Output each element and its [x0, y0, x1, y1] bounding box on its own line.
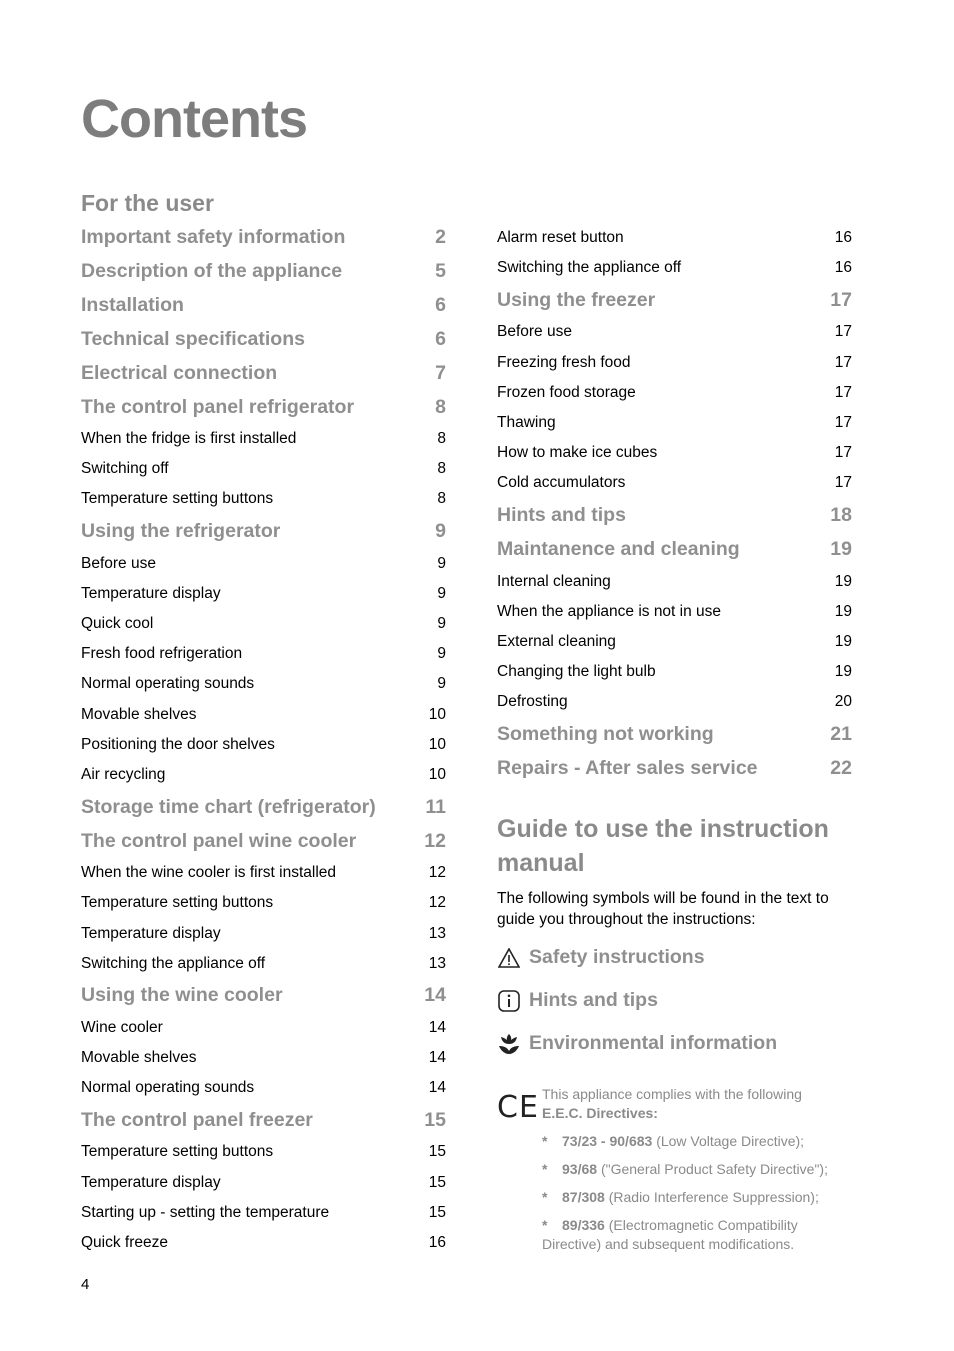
toc-entry-row	[81, 609, 446, 639]
toc-entry-row	[81, 579, 446, 609]
toc-entry-row	[81, 484, 446, 514]
toc-heading-row	[81, 390, 446, 424]
ce-mark: CE	[497, 1090, 539, 1125]
toc-page-number: 12	[424, 829, 446, 852]
toc-entry-row	[81, 669, 446, 699]
directive-bullet: *	[542, 1133, 548, 1149]
symbol-safety	[497, 936, 857, 979]
toc-entry-title: Temperature setting buttons	[81, 894, 274, 912]
info-icon	[497, 989, 521, 1013]
toc-page-number: 6	[435, 327, 446, 350]
toc-heading-row	[497, 717, 852, 751]
toc-entry-title: How to make ice cubes	[497, 444, 658, 462]
toc-entry-title: Fresh food refrigeration	[81, 645, 243, 663]
toc-page-number: 22	[830, 756, 852, 779]
toc-entry-title: Temperature setting buttons	[81, 1143, 274, 1161]
toc-page-number: 13	[428, 924, 446, 942]
toc-entry-row	[81, 918, 446, 948]
toc-entry-title: Switching the appliance off	[81, 954, 266, 972]
toc-entry-title: When the wine cooler is first installed	[81, 864, 337, 882]
toc-entry-row	[81, 858, 446, 888]
toc-page-number: 8	[437, 430, 446, 448]
toc-entry-title: Temperature display	[81, 924, 221, 942]
toc-entry-row	[81, 1198, 446, 1228]
page-number: 4	[81, 1276, 90, 1293]
toc-page-number: 10	[428, 705, 446, 723]
toc-entry-title: Using the freezer	[497, 288, 656, 311]
toc-page-number: 7	[435, 361, 446, 384]
toc-entry-row	[81, 888, 446, 918]
toc-entry-title: Movable shelves	[81, 1049, 197, 1067]
toc-entry-title: Description of the appliance	[81, 259, 343, 282]
toc-entry-row	[81, 1228, 446, 1258]
toc-page-number: 21	[830, 722, 852, 745]
toc-page-number: 11	[425, 795, 446, 818]
toc-page-number: 17	[834, 323, 852, 341]
toc-entry-title: External cleaning	[497, 632, 616, 650]
toc-entry-title: Frozen food storage	[497, 383, 636, 401]
directive-list	[542, 1132, 857, 1254]
toc-entry-title: Something not working	[497, 722, 714, 745]
toc-entry-row	[81, 1043, 446, 1073]
toc-entry-title: Switching the appliance off	[497, 259, 682, 277]
toc-entry-row	[497, 253, 852, 283]
toc-entry-row	[497, 438, 852, 468]
toc-entry-title: Thawing	[497, 414, 556, 432]
toc-entry-row	[497, 597, 852, 627]
toc-heading-row	[81, 515, 446, 549]
toc-page-number: 15	[424, 1108, 446, 1131]
toc-entry-row	[81, 949, 446, 979]
directive-description: (Electromagnetic Compatibility Directive) and subsequent modifications.	[542, 1217, 798, 1252]
toc-entry-row	[81, 760, 446, 790]
toc-entry-title: Installation	[81, 293, 184, 316]
guide-section	[497, 812, 857, 1065]
toc-entry-row	[81, 700, 446, 730]
symbol-label: Safety instructions	[529, 946, 705, 968]
directive-code: 89/336	[562, 1217, 605, 1233]
toc-entry-row	[81, 730, 446, 760]
directive-description: (Low Voltage Directive);	[656, 1133, 805, 1149]
toc-page-number: 13	[428, 954, 446, 972]
toc-entry-row	[497, 223, 852, 253]
toc-entry-row	[497, 348, 852, 378]
symbol-label: Environmental information	[529, 1032, 778, 1054]
toc-entry-title: Internal cleaning	[497, 572, 611, 590]
directive-code: 93/68	[562, 1161, 598, 1177]
toc-page-number: 9	[437, 675, 446, 693]
toc-left-column	[81, 186, 446, 1258]
toc-entry-row	[497, 687, 852, 717]
eec-intro-bold: E.E.C. Directives:	[542, 1105, 658, 1121]
toc-page-number: 8	[437, 490, 446, 508]
toc-entry-title: Positioning the door shelves	[81, 735, 275, 753]
toc-entry-title: Freezing fresh food	[497, 353, 631, 371]
directive-code: 73/23 - 90/683	[562, 1133, 653, 1149]
toc-entry-row	[81, 1168, 446, 1198]
toc-page-number: 19	[834, 632, 852, 650]
directive-item	[542, 1188, 857, 1207]
toc-page-number: 15	[428, 1203, 446, 1221]
toc-entry-row	[81, 1073, 446, 1103]
directive-item	[542, 1160, 857, 1179]
eec-intro: This appliance complies with the following	[542, 1086, 802, 1102]
toc-entry-title: Alarm reset button	[497, 229, 624, 247]
toc-entry-row	[81, 454, 446, 484]
toc-entry-title: Before use	[81, 554, 156, 572]
symbol-hints	[497, 979, 857, 1022]
guide-text: The following symbols will be found in the text to guide you throughout the instructions:	[497, 890, 829, 928]
toc-page-number: 16	[834, 259, 852, 277]
toc-entry-row	[497, 468, 852, 498]
toc-entry-row	[497, 408, 852, 438]
toc-page-number: 20	[834, 693, 852, 711]
environment-flower-icon	[497, 1032, 521, 1056]
toc-page-number: 18	[830, 504, 852, 526]
toc-page-number: 12	[428, 894, 446, 912]
toc-page-number: 14	[428, 1079, 446, 1097]
toc-heading-row	[81, 288, 446, 322]
toc-entry-title: When the appliance is not in use	[497, 602, 722, 620]
directive-code: 87/308	[562, 1189, 605, 1205]
toc-entry-title: Starting up - setting the temperature	[81, 1203, 330, 1221]
toc-page-number: 8	[435, 395, 446, 418]
eec-directives	[497, 1085, 857, 1254]
toc-heading-row	[81, 322, 446, 356]
toc-entry-title: Hints and tips	[497, 504, 626, 526]
toc-page-number: 19	[834, 572, 852, 590]
toc-heading-row	[81, 979, 446, 1013]
toc-heading-row	[81, 356, 446, 390]
toc-entry-row	[81, 424, 446, 454]
symbol-environment	[497, 1022, 857, 1065]
toc-page-number: 17	[834, 383, 852, 401]
toc-entry-row	[497, 378, 852, 408]
toc-entry-title: Changing the light bulb	[497, 663, 656, 681]
toc-page-number: 9	[437, 645, 446, 663]
toc-heading-row	[81, 1103, 446, 1137]
directive-description: ("General Product Safety Directive");	[600, 1161, 828, 1177]
directive-bullet: *	[542, 1189, 548, 1205]
toc-page-number: 15	[428, 1143, 446, 1161]
toc-heading-row	[497, 499, 852, 533]
directive-bullet: *	[542, 1217, 548, 1233]
toc-page-number: 5	[435, 259, 446, 282]
toc-entry-row	[497, 567, 852, 597]
toc-entry-title: Normal operating sounds	[81, 675, 255, 693]
toc-page-number: 14	[428, 1049, 446, 1067]
toc-entry-title: Using the refrigerator	[81, 520, 281, 543]
directive-description: (Radio Interference Suppression);	[608, 1189, 819, 1205]
toc-heading-row	[81, 254, 446, 288]
toc-page-number: 12	[428, 864, 446, 882]
toc-entry-title: The control panel freezer	[81, 1108, 313, 1131]
toc-heading-row	[81, 220, 446, 254]
toc-page-number: 19	[834, 663, 852, 681]
toc-entry-row	[81, 639, 446, 669]
toc-entry-title: Storage time chart (refrigerator)	[81, 795, 376, 818]
toc-page-number: 6	[435, 293, 446, 316]
toc-page-number: 9	[437, 554, 446, 572]
toc-entry-title: Defrosting	[497, 693, 568, 711]
toc-entry-title: Using the wine cooler	[81, 984, 283, 1007]
toc-page-number: 17	[834, 444, 852, 462]
section-heading: For the user	[81, 190, 214, 216]
toc-page-number: 16	[834, 229, 852, 247]
toc-entry-title: Before use	[497, 323, 572, 341]
toc-entry-title: Temperature display	[81, 584, 221, 602]
toc-list-right	[497, 223, 852, 785]
toc-page-number: 19	[830, 538, 852, 560]
toc-page-number: 17	[834, 414, 852, 432]
toc-entry-title: Maintanence and cleaning	[497, 538, 740, 560]
toc-page-number: 14	[428, 1018, 446, 1036]
toc-page-number: 9	[437, 584, 446, 602]
toc-entry-title: Temperature display	[81, 1173, 221, 1191]
toc-page-number: 10	[428, 735, 446, 753]
toc-entry-row	[81, 1013, 446, 1043]
guide-title: Guide to use the instruction manual	[497, 815, 829, 877]
toc-heading-row	[497, 283, 852, 317]
toc-entry-title: The control panel refrigerator	[81, 395, 355, 418]
toc-entry-title: Important safety information	[81, 225, 346, 248]
toc-page-number: 9	[437, 615, 446, 633]
toc-entry-title: Wine cooler	[81, 1018, 163, 1036]
toc-page-number: 15	[428, 1173, 446, 1191]
toc-entry-title: Repairs - After sales service	[497, 756, 758, 779]
toc-entry-title: Switching off	[81, 460, 169, 478]
toc-page-number: 17	[834, 474, 852, 492]
page-title: Contents	[81, 89, 307, 149]
toc-entry-title: Electrical connection	[81, 361, 278, 384]
toc-entry-title: Temperature setting buttons	[81, 490, 274, 508]
symbol-label: Hints and tips	[529, 989, 658, 1011]
toc-heading-row	[497, 751, 852, 785]
toc-entry-title: Movable shelves	[81, 705, 197, 723]
toc-heading-row	[497, 533, 852, 567]
toc-page-number: 10	[428, 765, 446, 783]
toc-right-column	[497, 223, 852, 785]
toc-entry-title: Technical specifications	[81, 327, 305, 350]
toc-entry-title: When the fridge is first installed	[81, 430, 297, 448]
toc-entry-title: Normal operating sounds	[81, 1079, 255, 1097]
toc-page-number: 9	[435, 520, 446, 543]
toc-entry-row	[81, 1137, 446, 1167]
toc-page-number: 2	[435, 225, 446, 248]
toc-heading-row	[81, 790, 446, 824]
toc-page-number: 14	[424, 984, 446, 1007]
toc-entry-row	[81, 549, 446, 579]
toc-list-left	[81, 220, 446, 1258]
toc-entry-row	[497, 317, 852, 347]
toc-entry-title: Air recycling	[81, 765, 166, 783]
toc-heading-row	[81, 824, 446, 858]
toc-page-number: 8	[437, 460, 446, 478]
toc-page-number: 17	[834, 353, 852, 371]
toc-entry-title: Quick freeze	[81, 1234, 169, 1252]
directive-item	[542, 1132, 857, 1151]
toc-page-number: 17	[830, 288, 852, 311]
toc-entry-row	[497, 627, 852, 657]
directive-item	[542, 1216, 857, 1254]
toc-page-number: 19	[834, 602, 852, 620]
directive-bullet: *	[542, 1161, 548, 1177]
toc-entry-title: Cold accumulators	[497, 474, 626, 492]
toc-entry-row	[497, 657, 852, 687]
warning-triangle-icon	[497, 946, 521, 970]
toc-page-number: 16	[428, 1234, 446, 1252]
toc-entry-title: The control panel wine cooler	[81, 829, 357, 852]
toc-entry-title: Quick cool	[81, 615, 154, 633]
